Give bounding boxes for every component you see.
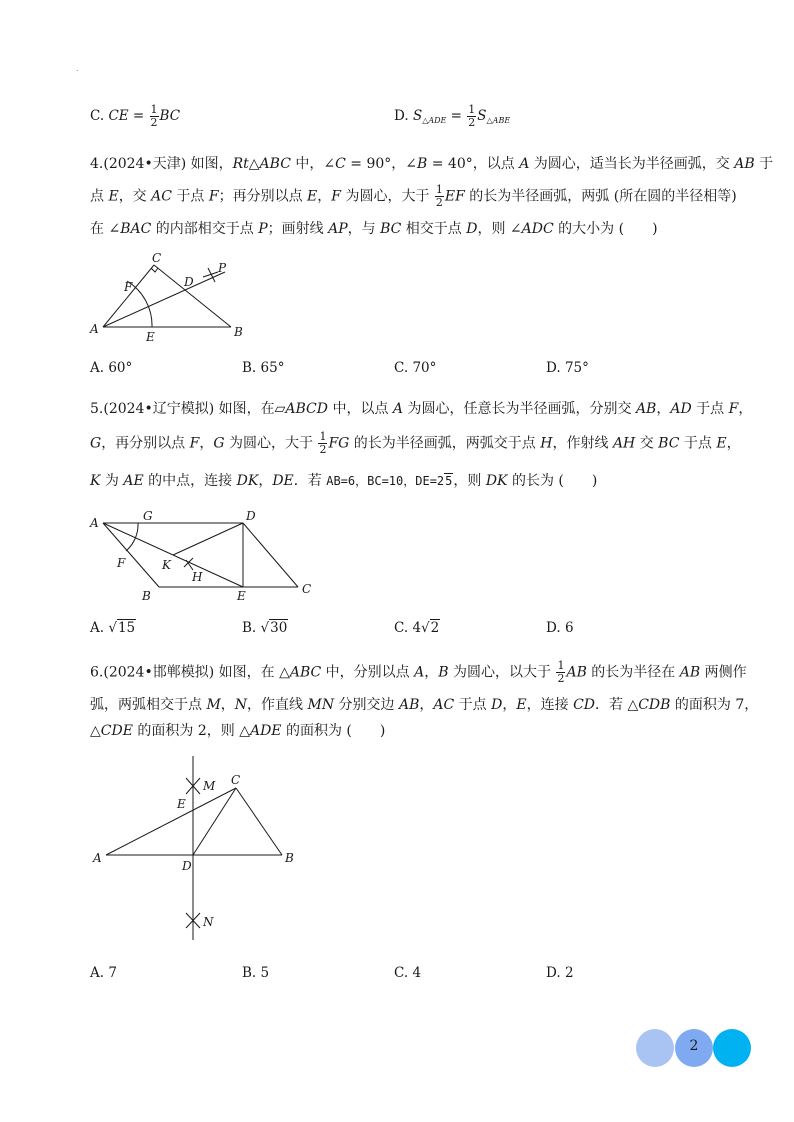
text: 中，以点 <box>328 401 393 417</box>
math: DK <box>236 473 259 489</box>
text: 于 <box>754 156 774 172</box>
text: ， <box>502 697 517 713</box>
frac-den: 2 <box>557 672 565 685</box>
math: E <box>108 188 119 205</box>
math: E <box>307 188 318 205</box>
math: CDB <box>638 697 671 713</box>
math: G <box>90 435 102 452</box>
text: ，再分别以点 <box>101 435 190 452</box>
label-h: H <box>192 570 203 584</box>
text: 交 <box>635 435 659 452</box>
math: E <box>516 697 527 713</box>
math: AC <box>151 188 172 205</box>
math-text: = <box>128 108 149 124</box>
text: 为圆心，以大于 <box>448 664 556 681</box>
text: 弧，两弧相交于点 <box>90 697 207 713</box>
option-label: B. <box>242 620 257 636</box>
text: 于点 <box>454 697 492 713</box>
math: AB <box>679 664 701 681</box>
math: BC <box>380 221 402 237</box>
option-value: 70° <box>412 360 437 376</box>
label-a: A <box>90 322 99 336</box>
label-c: C <box>302 582 312 596</box>
label-b: B <box>285 851 294 865</box>
text: ．若 <box>293 473 327 489</box>
math: Rt△ABC <box>232 156 291 172</box>
text: 分别交边 <box>334 697 399 713</box>
q5-option-a[interactable]: A. √15 <box>90 620 136 636</box>
math: F <box>208 188 219 205</box>
math: AE <box>123 473 144 489</box>
text: 的大小为 ( ) <box>553 221 658 237</box>
label-e: E <box>177 797 186 811</box>
text: ，连接 <box>526 697 574 713</box>
text: ， <box>738 401 753 417</box>
option-label: A. <box>90 620 105 636</box>
label-e: E <box>237 589 246 603</box>
frac-num: 1 <box>557 659 565 672</box>
frac-den: 2 <box>435 196 443 209</box>
question-number: 4. <box>90 156 104 172</box>
text: ；画射线 <box>267 221 329 237</box>
frac-num: 1 <box>319 430 327 443</box>
label-d: D <box>182 859 192 873</box>
text: ，则 ∠ <box>477 221 522 237</box>
math: G <box>213 435 225 452</box>
q6-option-d[interactable] <box>546 965 574 981</box>
math: F <box>728 401 739 417</box>
label-p: P <box>218 261 227 275</box>
option-label: C. <box>394 965 409 981</box>
label-k: K <box>162 558 171 572</box>
option-value: 60° <box>108 360 133 376</box>
text: ， <box>199 435 214 452</box>
option-value: 6 <box>564 620 574 636</box>
option-label: B. <box>242 360 257 376</box>
question-source: (2024•邯郸模拟) <box>103 664 215 681</box>
q5-option-c[interactable]: C. 4√2 <box>394 620 440 636</box>
math: BC <box>658 435 680 452</box>
math: A <box>519 156 530 172</box>
math: EF <box>444 188 465 205</box>
option-label: A. <box>90 965 105 981</box>
math: P <box>258 221 268 237</box>
option-label: D. <box>546 965 561 981</box>
text: ， <box>424 664 439 681</box>
text: ， <box>419 697 434 713</box>
label-g: G <box>143 509 153 523</box>
text: 的长为半径画弧，两弧交于点 <box>349 435 541 452</box>
option-label: C. <box>394 360 409 376</box>
text: 如图，在 △ <box>214 664 290 681</box>
math: M <box>206 697 221 713</box>
label-c: C <box>231 773 241 787</box>
option-label: D. <box>546 360 561 376</box>
option-value: 2 <box>564 965 574 981</box>
math: CDE <box>100 723 133 739</box>
q6-option-b[interactable] <box>242 965 269 981</box>
text: 于点 <box>691 401 729 417</box>
question-number: 5. <box>90 401 104 417</box>
math: B <box>438 664 449 681</box>
text: ， <box>726 435 741 452</box>
frac-num: 1 <box>150 103 158 116</box>
math: D <box>491 697 503 713</box>
page-number: 2 <box>689 1038 699 1054</box>
math: AC <box>433 697 455 713</box>
text: 如图，在 <box>214 401 275 417</box>
text: 点 <box>90 188 109 205</box>
math: C <box>335 156 346 172</box>
q6-option-c[interactable] <box>394 965 421 981</box>
math: ▱ABCD <box>274 401 328 417</box>
math: H <box>540 435 553 452</box>
frac-num: 1 <box>435 183 443 196</box>
text: ，作射线 <box>552 435 613 452</box>
radicand: 5 <box>445 474 453 488</box>
math: B <box>417 156 428 172</box>
text: 如图， <box>186 156 233 172</box>
option-label: A. <box>90 360 105 376</box>
math: AD <box>670 401 692 417</box>
text: ，交 <box>118 188 152 205</box>
label-d: D <box>246 509 256 523</box>
math: AB <box>635 401 657 417</box>
question-number: 6. <box>90 664 104 681</box>
question-source: (2024•天津) <box>103 156 187 172</box>
label-f: F <box>117 556 126 570</box>
text: 于点 <box>679 435 717 452</box>
option-coef: 4 <box>412 620 422 636</box>
math: CD <box>573 697 595 713</box>
radicand: 2 <box>430 620 440 636</box>
text: 的长为半径画弧，两弧 (所在圆的半径相等) <box>464 188 737 205</box>
badge-circle-dark <box>713 1029 751 1067</box>
option-value: 7 <box>108 965 117 981</box>
math: AH <box>612 435 636 452</box>
label-a: A <box>93 851 102 865</box>
segment-cd <box>193 788 236 855</box>
text: 于点 <box>171 188 209 205</box>
math-text: = <box>446 108 467 124</box>
text: 的面积为 7， <box>670 697 759 713</box>
math: ADE <box>249 723 282 739</box>
frac-den: 2 <box>319 443 327 456</box>
text: 中，分别以点 <box>321 664 415 681</box>
text: ，则 <box>453 473 486 489</box>
text: 在 ∠ <box>90 221 121 237</box>
text: 的长为 ( ) <box>507 473 598 489</box>
math: F <box>189 435 200 452</box>
radicand: 30 <box>270 620 288 636</box>
label-b: B <box>142 589 151 603</box>
option-label: D. <box>546 620 561 636</box>
option-value: 5 <box>260 965 270 981</box>
option-value: 65° <box>260 360 285 376</box>
math: AB <box>399 697 420 713</box>
segment-cb <box>236 788 282 855</box>
option-value: 4 <box>412 965 422 981</box>
label-c: C <box>152 251 162 265</box>
text: ， <box>220 697 235 713</box>
text: 为圆心，大于 <box>341 188 434 205</box>
option-label: D. <box>394 108 409 124</box>
option-label: C. <box>394 620 409 636</box>
math: ABC <box>289 664 322 681</box>
text: ， <box>317 188 332 205</box>
label-a: A <box>90 516 99 530</box>
math: DE <box>272 473 294 489</box>
math: F <box>331 188 341 205</box>
text: △ <box>90 723 101 739</box>
text: 相交于点 <box>401 221 467 237</box>
text: 为圆心，大于 <box>224 435 318 452</box>
text: ， <box>656 401 671 417</box>
label-m: M <box>203 779 216 793</box>
math-text: S <box>477 108 487 124</box>
math: N <box>234 697 248 713</box>
label-e: E <box>146 330 155 344</box>
text: 为圆心，适当长为半径画弧，交 <box>529 156 735 172</box>
text: 的内部相交于点 <box>151 221 259 237</box>
text: 两侧作 <box>700 664 747 681</box>
segment-ac <box>106 788 236 855</box>
math-text: BC <box>159 108 181 124</box>
page-number-badge <box>636 1028 752 1068</box>
math-sub: △ABE <box>486 116 511 125</box>
text: 的长为半径在 <box>586 664 680 681</box>
math: FG <box>328 435 350 452</box>
math: E <box>716 435 727 452</box>
scan-mark: . <box>76 64 79 73</box>
text: 的面积为 ( ) <box>281 723 386 739</box>
text: 的面积为 2，则 △ <box>132 723 250 739</box>
radicand: 15 <box>117 620 136 636</box>
text: = 40°，以点 <box>427 156 520 172</box>
text: = 90°，∠ <box>345 156 418 172</box>
math: A <box>414 664 425 681</box>
option-label: B. <box>242 965 257 981</box>
text: ，与 <box>347 221 381 237</box>
text: ， <box>258 473 273 489</box>
math: AP <box>328 221 348 237</box>
label-d: D <box>184 275 194 289</box>
text: 中，∠ <box>290 156 336 172</box>
text: 的中点，连接 <box>143 473 237 489</box>
option-label: C. <box>90 108 105 124</box>
math-text: CE <box>108 108 129 124</box>
math: DK <box>485 473 508 489</box>
math: BAC <box>120 221 152 237</box>
math: A <box>392 401 404 417</box>
text: 为圆心，任意长为半径画弧，分别交 <box>403 401 636 417</box>
frac-num: 1 <box>468 103 476 116</box>
label-n: N <box>203 915 214 929</box>
badge-circle-light <box>636 1029 674 1067</box>
frac-den: 2 <box>468 116 476 129</box>
math: ADC <box>521 221 554 237</box>
question-source: (2024•辽宁模拟) <box>103 401 215 417</box>
text: ；再分别以点 <box>218 188 308 205</box>
math: D <box>466 221 478 237</box>
text: ．若 △ <box>595 697 639 713</box>
math: AB <box>734 156 755 172</box>
math-sub: △ADE <box>422 116 447 125</box>
text: 为 <box>100 473 124 489</box>
given-values: AB=6，BC=10，DE=2 <box>326 474 445 488</box>
q5-option-b[interactable]: B. √30 <box>242 620 288 636</box>
math: AB <box>566 664 587 681</box>
label-f: F <box>124 280 133 294</box>
option-value: 75° <box>564 360 589 376</box>
math-text: S <box>412 108 423 124</box>
math: MN <box>307 697 335 713</box>
q6-option-a[interactable] <box>90 965 117 981</box>
math: K <box>90 473 101 489</box>
frac-den: 2 <box>150 116 158 129</box>
label-b: B <box>234 325 243 339</box>
text: ，作直线 <box>247 697 308 713</box>
